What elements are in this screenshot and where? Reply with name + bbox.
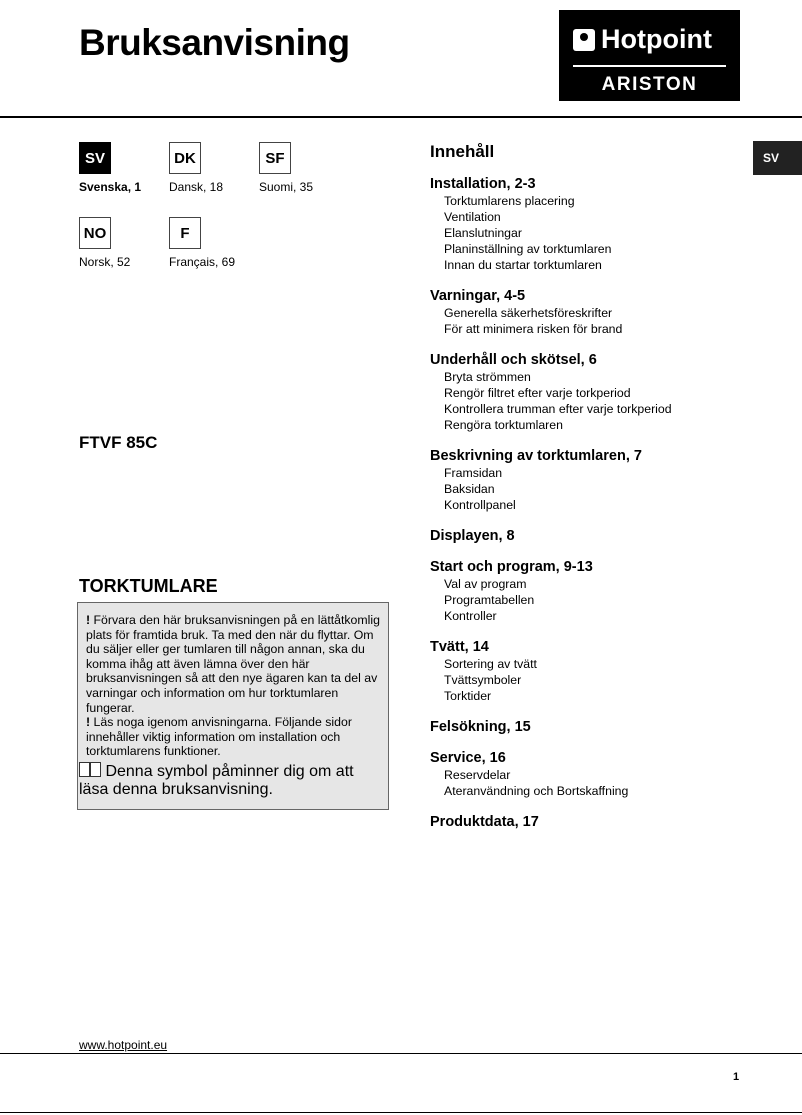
toc-item[interactable]: Innan du startar torktumlaren [444,258,602,272]
toc-item[interactable]: Kontrollera trumman efter varje torkperiod [444,402,672,416]
toc-item[interactable]: Rengöra torktumlaren [444,418,563,432]
toc-item[interactable]: Programtabellen [444,593,535,607]
toc-section-title[interactable]: Produktdata, 17 [430,814,539,830]
toc-item[interactable]: Framsidan [444,466,503,480]
toc-item[interactable]: Sortering av tvätt [444,657,537,671]
warning-mark: ! [86,715,91,730]
toc-section [430,352,760,433]
toc-section-title[interactable]: Underhåll och skötsel, 6 [430,352,597,368]
toc-item[interactable]: Generella säkerhetsföreskrifter [444,306,613,320]
toc-item[interactable]: Elanslutningar [444,226,522,240]
toc-section [430,448,760,513]
product-type: TORKTUMLARE [79,576,218,596]
language-f[interactable] [169,217,235,269]
notice-box [77,602,389,810]
toc-section [430,719,760,735]
toc-item[interactable]: Bryta strömmen [444,370,531,384]
symbol-note: Denna symbol påminner dig om att läsa denna bruksanvisning. [79,762,354,798]
toc-item[interactable]: Kontrollpanel [444,498,516,512]
language-label: Norsk, 52 [79,255,131,269]
language-sv[interactable] [79,142,141,194]
page-number: 1 [733,1071,740,1083]
language-code: SV [79,142,111,174]
toc-section-title[interactable]: Felsökning, 15 [430,719,531,735]
toc-item[interactable]: Planinställning av torktumlaren [444,242,612,256]
language-label: Suomi, 35 [259,180,314,194]
toc-section [430,528,760,544]
toc-item[interactable]: Rengör filtret efter varje torkperiod [444,386,631,400]
toc-section [430,176,760,273]
language-code: DK [169,142,201,174]
language-code: SF [259,142,291,174]
toc-section [430,559,760,624]
language-tab: SV [753,141,802,175]
toc-item[interactable]: Tvättsymboler [444,673,522,687]
book-icon [79,762,101,777]
language-code: F [169,217,201,249]
toc-section-title[interactable]: Start och program, 9-13 [430,559,593,575]
language-code: NO [79,217,111,249]
toc-section-title[interactable]: Installation, 2-3 [430,176,536,192]
toc-item[interactable]: Kontroller [444,609,497,623]
language-label: Français, 69 [169,255,236,269]
toc-section-title[interactable]: Beskrivning av torktumlaren, 7 [430,448,642,464]
model-number: FTVF 85C [79,433,158,452]
table-of-contents [430,142,760,845]
toc-item[interactable]: Baksidan [444,482,495,496]
language-dk[interactable] [169,142,223,194]
logo-sub: ARISTON [601,74,698,95]
logo-mark-icon [573,29,595,51]
notice-paragraph: Läs noga igenom anvisningarna. Följande sidor innehåller viktig information om installation och torktumlarens funktioner. [86,715,352,759]
toc-item[interactable]: Reservdelar [444,768,511,782]
hotpoint-ariston-logo [559,10,740,101]
language-label: Svenska, 1 [79,180,142,194]
header-divider [0,116,802,118]
language-label: Dansk, 18 [169,180,224,194]
language-sf[interactable] [259,142,313,194]
toc-section-title[interactable]: Service, 16 [430,750,506,766]
toc-section-title[interactable]: Tvätt, 14 [430,639,489,655]
toc-item[interactable]: Val av program [444,577,527,591]
footer-divider [0,1053,802,1054]
language-no[interactable] [79,217,130,269]
toc-section [430,639,760,704]
toc-item[interactable]: Ateranvändning och Bortskaffning [444,784,629,798]
toc-heading: Innehåll [430,142,495,161]
logo-brand: Hotpoint [601,24,712,54]
notice-paragraph: Förvara den här bruksanvisningen på en lättåtkomlig plats för framtida bruk. Ta med den när du flyttar. Om du säljer eller ger tumlaren till någon annan, ska du komma ihåg att även lämna över den här bruksanvisningen så att den nye ägaren kan ta del av varningar och information om hur torktumlaren fungerar. [86,613,380,715]
toc-section-title[interactable]: Displayen, 8 [430,528,515,544]
toc-section [430,814,760,830]
toc-section [430,750,760,799]
toc-item[interactable]: För att minimera risken för brand [444,322,623,336]
toc-item[interactable]: Ventilation [444,210,501,224]
toc-section [430,288,760,337]
page-title: Bruksanvisning [79,22,350,63]
website-link[interactable]: www.hotpoint.eu [79,1038,168,1052]
toc-item[interactable]: Torktider [444,689,492,703]
toc-section-title[interactable]: Varningar, 4-5 [430,288,526,304]
warning-mark: ! [86,613,91,627]
toc-item[interactable]: Torktumlarens placering [444,194,575,208]
bottom-divider [0,1112,802,1113]
